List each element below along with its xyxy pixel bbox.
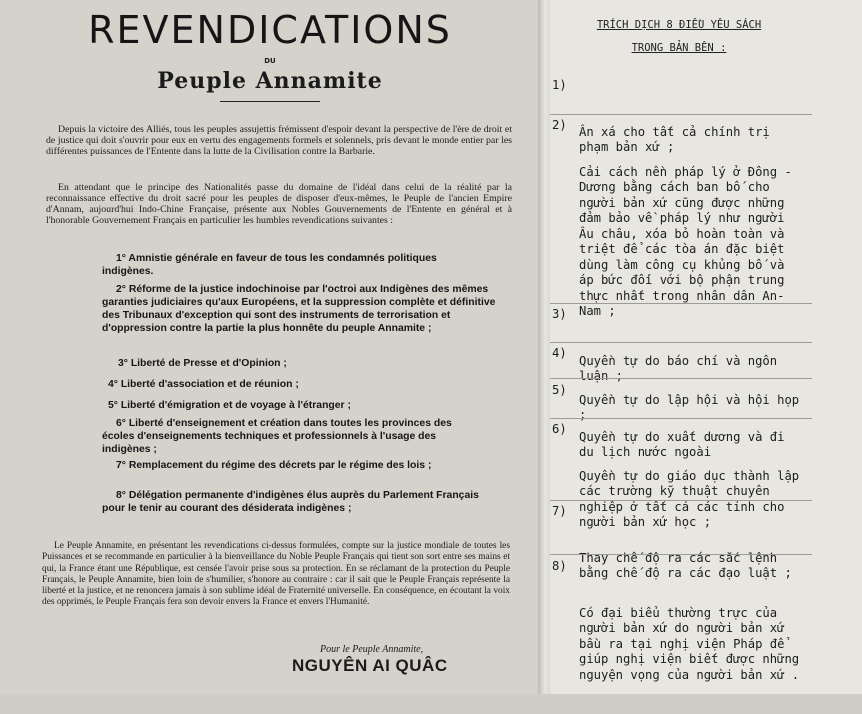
page-fold — [538, 0, 550, 694]
demand-7: 7° Remplacement du régime des décrets par le régime des lois ; — [116, 460, 432, 471]
item-number: 3) — [552, 307, 567, 321]
demand-4: 4° Liberté d'association et de réunion ; — [108, 379, 299, 390]
item-number: 7) — [552, 504, 567, 518]
demand-3: 3° Liberté de Presse et d'Opinion ; — [118, 358, 287, 369]
item-text: Quyền tự do xuất dương và đi du lịch nước ngoài — [579, 429, 792, 459]
closing-paragraph: Le Peuple Annamite, en présentant les revendications ci-dessus formulées, compte sur la justice mondiale de toutes les Puissances et se recommande en particulier à la bienveillance du Noble Peuple Français qui tient son sort entre ses mains et qui, la France étant une République, est censée l'avoir prise sous sa protection. En se réclamant de la protection du Peuple Français, le Peuple Annamite, bien loin de s'humilier, s'honore au contraire : car il sait que le Peuple Français représente la liberté et la justice, et ne renoncera jamais à son sublime idéal de Fraternité universelle. En conséquence, en écoutant la voix des opprimés, le Peuple Français fera son devoir envers la France et envers l'Humanité. — [42, 541, 510, 608]
item-text: Có đại biểu thường trực của người bản xứ do người bản xứ bầu ra tại nghị viện Pháp để giúp nghị viện biết được những nguyện vọng của người bản xứ . — [579, 605, 807, 682]
item-separator — [550, 114, 812, 115]
item-separator — [550, 500, 812, 501]
poster-title: REVENDICATIONS — [88, 8, 452, 52]
item-text: Quyền tự do báo chí và ngôn luận ; — [579, 353, 785, 383]
item-number: 8) — [552, 559, 567, 573]
signature: NGUYÊN AI QUÂC — [292, 656, 448, 675]
intro-paragraph-2: En attendant que le principe des Nationalités passe du domaine de l'idéal dans celui de la réalité par la reconnaissance effective du droit sacré pour les peuples de disposer d'eux-mêmes, le Peuple de l'ancien Empire d'Annam, aujourd'hui Indo-Chine Française, présente aux Nobles Gouvernements de l'Entente en général et à l'honorable Gouvernement Français en particulier les humbles revendications suivantes : — [46, 182, 512, 226]
poster-du: DU — [264, 57, 276, 65]
item-number: 5) — [552, 383, 567, 397]
item-number: 4) — [552, 346, 567, 360]
demand-2: 2° Réforme de la justice indochinoise par l'octroi aux Indigènes des mêmes garanties judiciaires qu'aux Européens, et la suppression complète et définitive des Tribunaux d'exception qui sont des instruments de terrorisation et d'oppression contre la partie la plus honnête du peuple Annamite ; — [102, 284, 496, 334]
demand-1: 1° Amnistie générale en faveur de tous les condamnés politiques indigènes. — [102, 253, 437, 277]
demand-5: 5° Liberté d'émigration et de voyage à l'étranger ; — [108, 400, 351, 411]
item-text: Cải cách nền pháp lý ở Đông - Dương bằng cách ban bố cho người bản xứ cũng được những đảm bảo về pháp lý như người Âu châu, xóa bỏ hoàn toàn và triệt để các tòa án đặc biệt dùng làm công cụ khủng bố và áp bức đối với bộ phận trung thực nhất trong nhân dân An-Nam ; — [579, 164, 800, 318]
item-text: Quyền tự do giáo dục thành lập các trường kỹ thuật chuyên nghiệp ở tất cả các tỉnh cho người bản xứ học ; — [579, 468, 807, 529]
item-text: Thay chế độ ra các sắc lệnh bằng chế độ ra các đạo luật ; — [579, 550, 792, 580]
intro-paragraph-1: Depuis la victoire des Alliés, tous les peuples assujettis frémissent d'espoir devant la perspective de l'ère de droit et de justice qui doit s'ouvrir pour eux en vertu des engagements formels et solennels, pris devant le monde entier par les différentes puissances de l'Entente dans la lutte de la Civilisation contre la Barbarie. — [46, 124, 512, 157]
item-separator — [550, 418, 812, 419]
item-separator — [550, 378, 812, 379]
translation-title-line-1: TRÍCH DỊCH 8 ĐIỀU YÊU SÁCH — [596, 19, 762, 31]
poster-subtitle: Peuple Annamite — [157, 68, 383, 94]
item-separator — [550, 342, 812, 343]
item-text: Ân xá cho tất cả chính trị phạm bản xứ ; — [579, 124, 778, 154]
item-number: 2) — [552, 118, 567, 132]
translation-item-8 — [552, 559, 807, 714]
item-separator — [550, 554, 812, 555]
item-number: 1) — [552, 78, 567, 92]
title-rule — [220, 101, 320, 102]
signature-preface: Pour le Peuple Annamite, — [320, 644, 424, 655]
vietnamese-translation — [550, 0, 862, 694]
demand-6: 6° Liberté d'enseignement et création dans toutes les provinces des écoles d'enseignements techniques et professionnels à l'usage des indigènes ; — [102, 418, 452, 455]
item-separator — [550, 303, 812, 304]
item-text: Quyền tự do lập hội và hội họp ; — [579, 392, 807, 422]
item-number: 6) — [552, 422, 567, 436]
translation-title-line-2: TRONG BẢN BÊN : — [631, 42, 727, 54]
demand-8: 8° Délégation permanente d'indigènes élus auprès du Parlement Français pour le tenir au courant des désiderata indigènes ; — [102, 490, 479, 514]
